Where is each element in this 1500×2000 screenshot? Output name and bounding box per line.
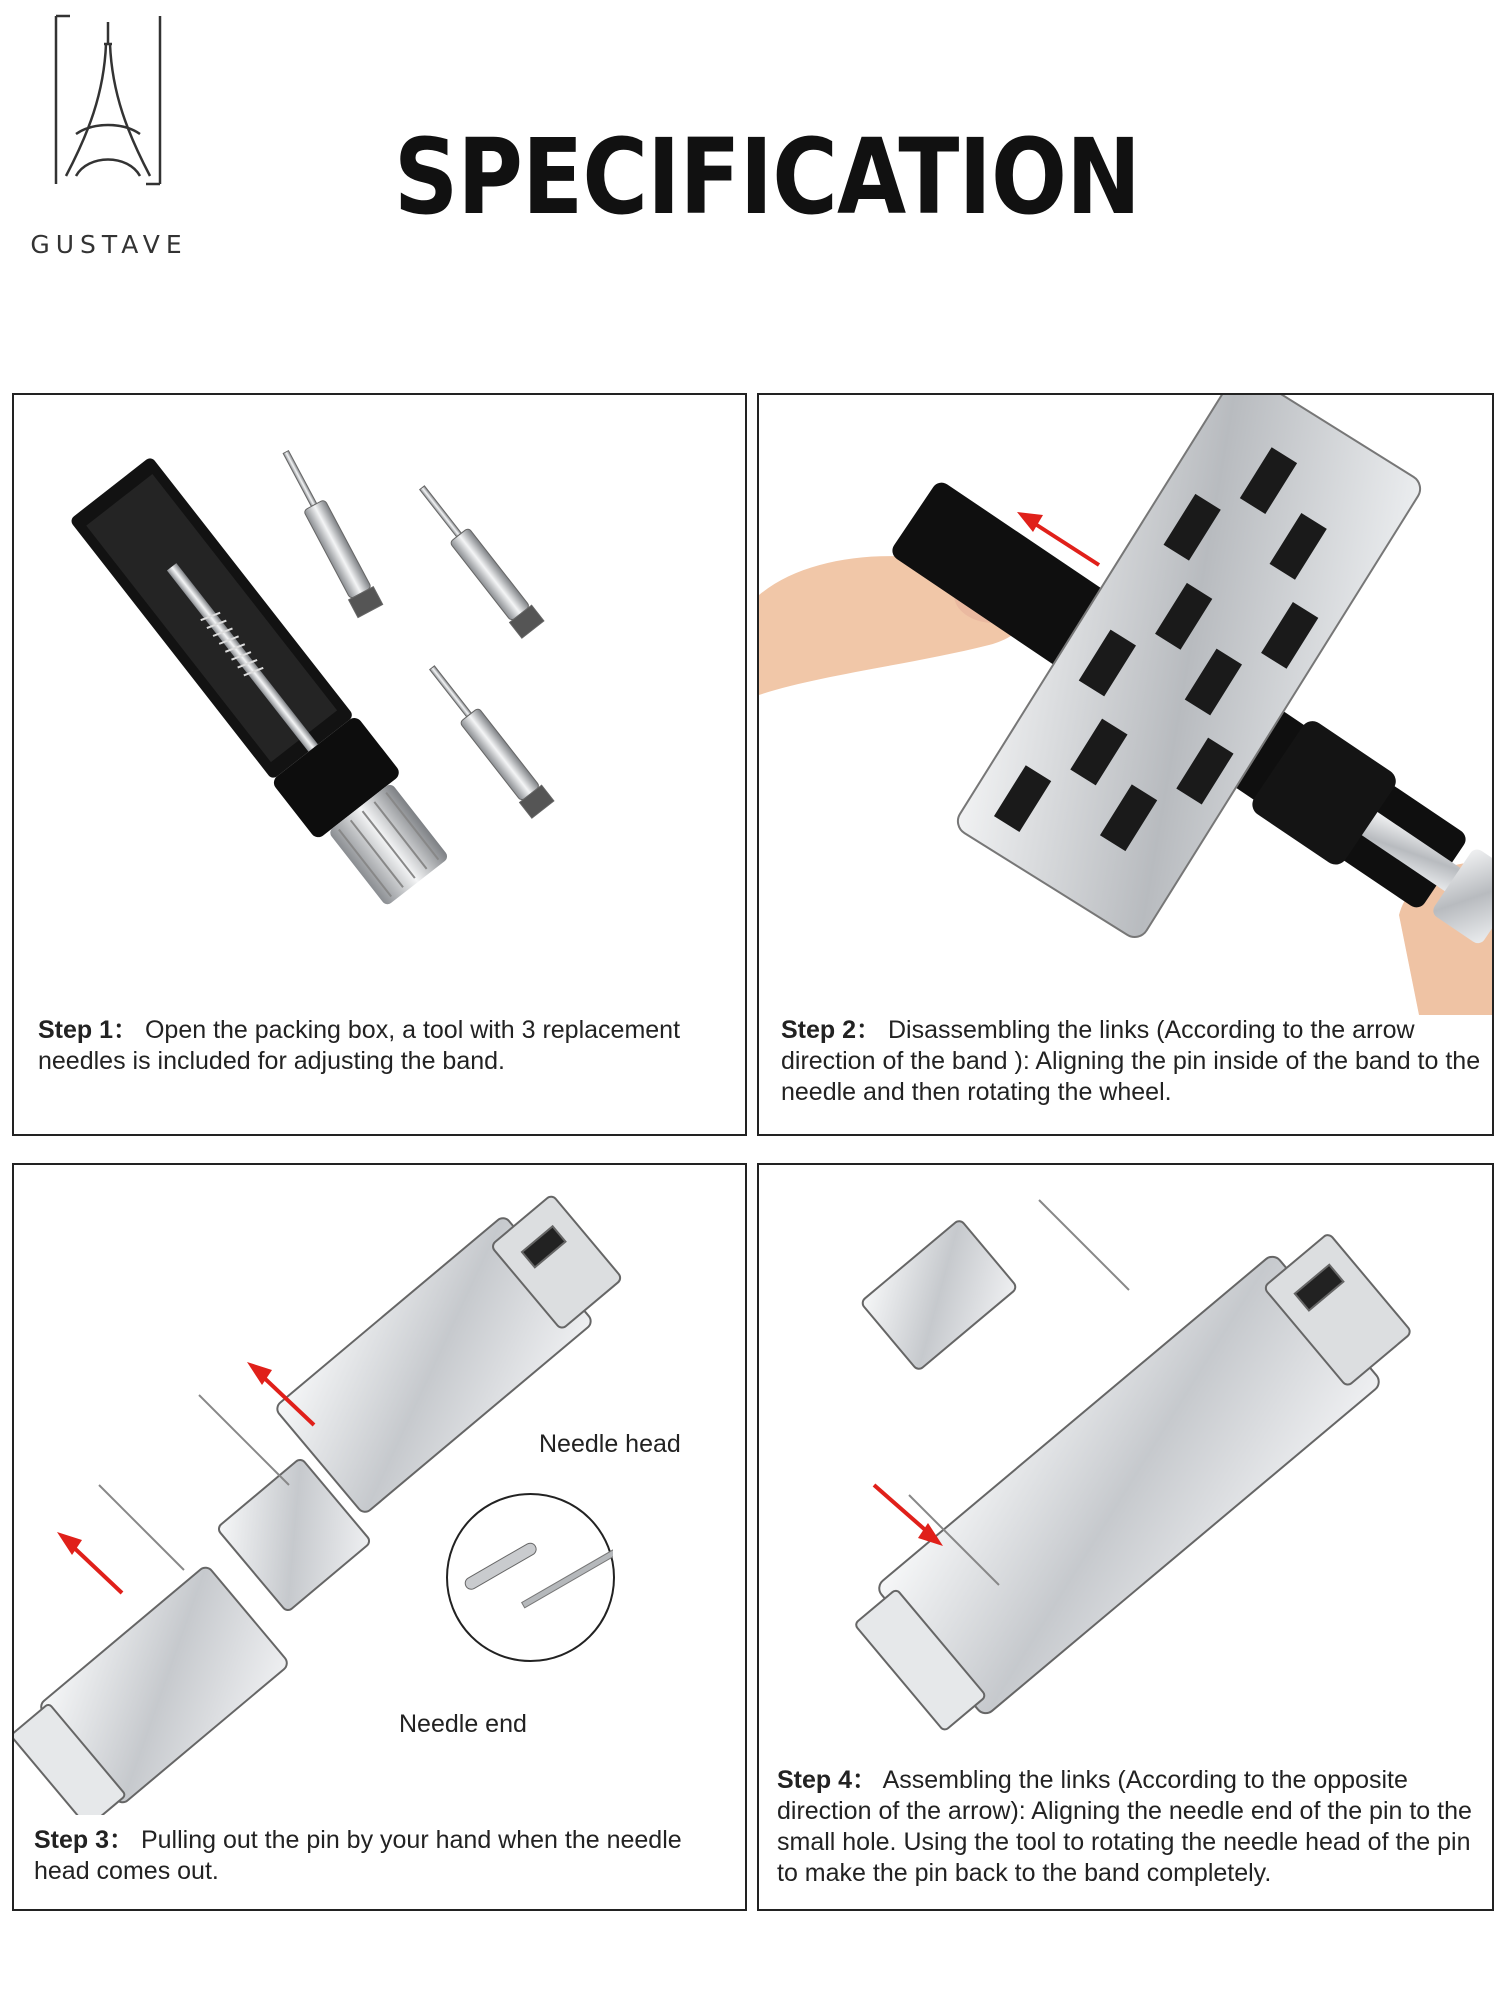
step-3-text: Pulling out the pin by your hand when the needle head comes out.	[34, 1826, 682, 1885]
hands-using-tool-image	[759, 395, 1494, 1015]
page-title: SPECIFICATION	[393, 116, 1141, 238]
band-links-separated-image	[14, 1165, 747, 1815]
step-2-text: Disassembling the links (According to the arrow direction of the band ): Aligning the pin inside of the band to the needle and then rotating the wheel.	[781, 1016, 1481, 1106]
step-2-panel	[757, 393, 1494, 1136]
band-links-reassembled-image	[759, 1165, 1494, 1765]
step-1-instruction	[38, 1015, 728, 1077]
brand-logo	[14, 14, 204, 259]
step-3-panel	[12, 1163, 747, 1911]
band-adjustment-tool-image	[14, 395, 747, 1015]
step-4-instruction	[777, 1765, 1482, 1889]
direction-arrow-icon	[874, 1485, 943, 1546]
eiffel-tower-logo-icon	[48, 14, 168, 194]
step-3-label: Step 3：	[34, 1826, 135, 1854]
step-3-instruction	[34, 1825, 734, 1887]
step-4-text: Assembling the links (According to the opposite direction of the arrow): Aligning the needle end of the pin to the small hole. Using the tool to rotating the needle head of the pin to make the pin back to the band completely.	[777, 1766, 1472, 1887]
step-1-label: Step 1：	[38, 1016, 139, 1044]
needle-magnifier	[446, 1493, 615, 1662]
step-2-label: Step 2：	[781, 1016, 882, 1044]
needle-head-callout: Needle head	[539, 1430, 681, 1458]
step-4-label: Step 4：	[777, 1766, 878, 1794]
brand-name: GUSTAVE	[30, 230, 188, 259]
step-1-text: Open the packing box, a tool with 3 replacement needles is included for adjusting the band.	[38, 1016, 681, 1075]
step-4-panel	[757, 1163, 1494, 1911]
needle-end-callout: Needle end	[399, 1710, 527, 1738]
step-1-panel	[12, 393, 747, 1136]
direction-arrow-icon	[57, 1532, 122, 1593]
step-2-instruction	[781, 1015, 1481, 1108]
